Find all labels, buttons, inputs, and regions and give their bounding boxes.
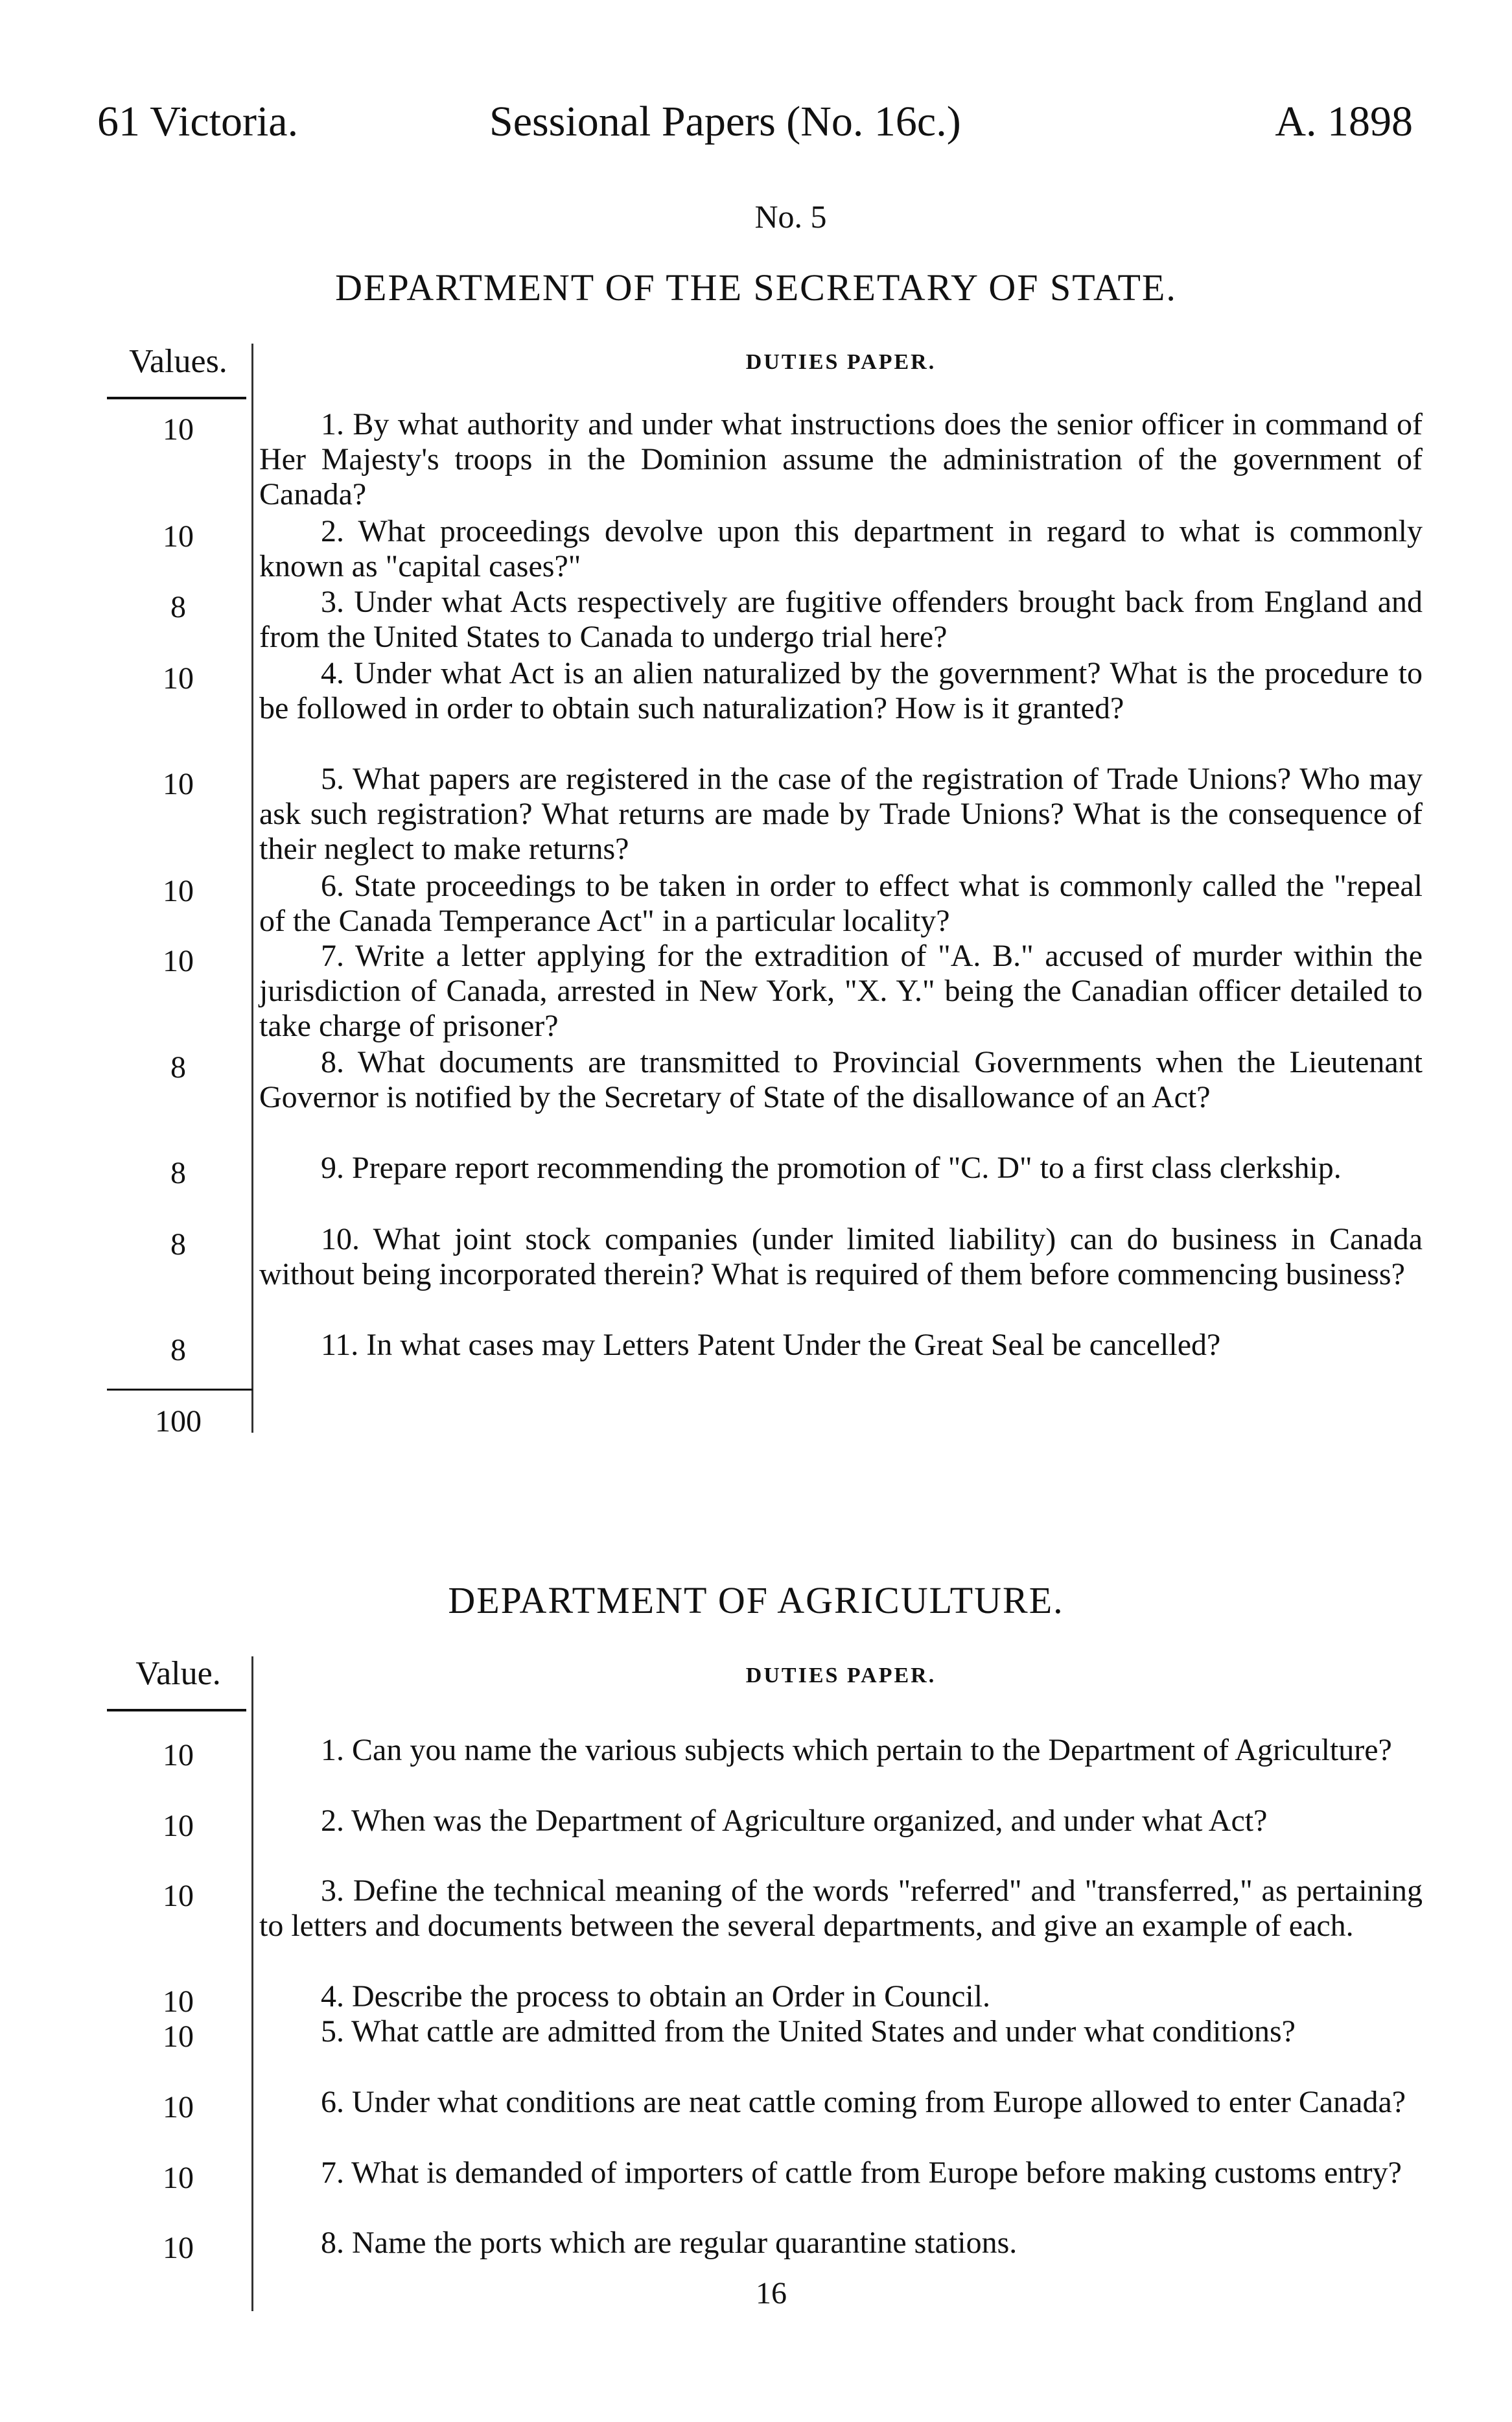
values-heading-rule (107, 397, 246, 399)
question-item: 4. Under what Act is an alien naturalized by the government? What is the procedure to be followed in order to obtain such naturalization? How is it granted? (259, 656, 1423, 725)
question-value: 10 (163, 1879, 194, 1913)
page-number: 16 (756, 2276, 787, 2310)
question-value: 8 (170, 1156, 186, 1190)
question-value: 10 (163, 2019, 194, 2054)
column-divider (251, 1656, 253, 2311)
header-sessional-papers: Sessional Papers (No. 16c.) (489, 98, 961, 145)
question-value: 10 (163, 2161, 194, 2195)
question-value: 10 (163, 944, 194, 978)
question-value: 8 (170, 1333, 186, 1367)
question-value: 10 (163, 2090, 194, 2124)
question-item: 3. Under what Acts respectively are fugitive offenders brought back from England and from the United States to Canada to undergo trial here? (259, 585, 1423, 654)
question-item: 2. When was the Department of Agriculture organized, and under what Act? (321, 1804, 1268, 1838)
question-item: 6. State proceedings to be taken in order to effect what is commonly called the "repeal of the Canada Temperance Act" in a particular locality? (259, 869, 1423, 938)
question-item: 2. What proceedings devolve upon this department in regard to what is commonly known as "capital cases?" (259, 514, 1423, 583)
question-value: 8 (170, 590, 186, 624)
question-item: 8. Name the ports which are regular quarantine stations. (321, 2226, 1018, 2260)
question-value: 8 (170, 1227, 186, 1262)
question-value: 10 (163, 874, 194, 908)
question-value: 10 (163, 519, 194, 554)
question-item: 4. Describe the process to obtain an Order in Council. (321, 1979, 991, 2014)
running-header (97, 97, 1413, 156)
question-item: 11. In what cases may Letters Patent Under the Great Seal be cancelled? (321, 1328, 1221, 1362)
question-item: 6. Under what conditions are neat cattle coming from Europe allowed to enter Canada? (321, 2085, 1406, 2119)
section-title-secretary-of-state: DEPARTMENT OF THE SECRETARY OF STATE. (335, 266, 1177, 309)
header-year: A. 1898 (1275, 98, 1413, 145)
question-item: 9. Prepare report recommending the promotion of "C. D" to a first class clerkship. (321, 1151, 1342, 1185)
question-item: 1. Can you name the various subjects which pertain to the Department of Agriculture? (321, 1733, 1392, 1767)
values-heading-rule (107, 1709, 246, 1711)
header-volume: 61 Victoria. (97, 98, 299, 145)
question-item: 7. What is demanded of importers of cattle from Europe before making customs entry? (321, 2156, 1402, 2190)
question-item: 1. By what authority and under what instructions does the senior officer in command of Her Majesty's troops in the Dominion assume the administration of the government of Canada? (259, 407, 1423, 511)
question-item: 7. Write a letter applying for the extradition of "A. B." accused of murder within the jurisdiction of Canada, arrested in New York, "X. Y." being the Canadian officer detailed to take charge of prisoner? (259, 939, 1423, 1043)
question-item: 8. What documents are transmitted to Provincial Governments when the Lieutenant Governor is notified by the Secretary of State of the disallowance of an Act? (259, 1045, 1423, 1114)
question-item: 5. What papers are registered in the case of the registration of Trade Unions? Who may ask such registration? What returns are made by Trade Unions? What is the consequence of their neglect to make returns? (259, 762, 1423, 866)
section-title-agriculture: DEPARTMENT OF AGRICULTURE. (448, 1579, 1064, 1621)
question-value: 10 (163, 1809, 194, 1843)
question-value: 10 (163, 1738, 194, 1772)
values-heading: Value. (135, 1655, 221, 1692)
question-value: 10 (163, 2231, 194, 2265)
question-value: 10 (163, 412, 194, 447)
question-value: 8 (170, 1050, 186, 1085)
question-value: 10 (163, 661, 194, 696)
values-heading: Values. (129, 343, 227, 380)
total-rule (107, 1389, 253, 1391)
document-number: No. 5 (754, 198, 827, 235)
question-item: 5. What cattle are admitted from the United States and under what conditions? (321, 2014, 1296, 2049)
duties-paper-heading: DUTIES PAPER. (745, 350, 936, 374)
question-item: 3. Define the technical meaning of the words "referred" and "transferred," as pertaining to letters and documents between the several departments, and give an example of each. (259, 1874, 1423, 1943)
question-item: 10. What joint stock companies (under limited liability) can do business in Canada without being incorporated therein? What is required of them before commencing business? (259, 1222, 1423, 1291)
values-total: 100 (155, 1404, 202, 1439)
duties-paper-heading: DUTIES PAPER. (745, 1664, 936, 1687)
question-value: 10 (163, 1984, 194, 2019)
question-value: 10 (163, 767, 194, 801)
column-divider (251, 344, 253, 1433)
